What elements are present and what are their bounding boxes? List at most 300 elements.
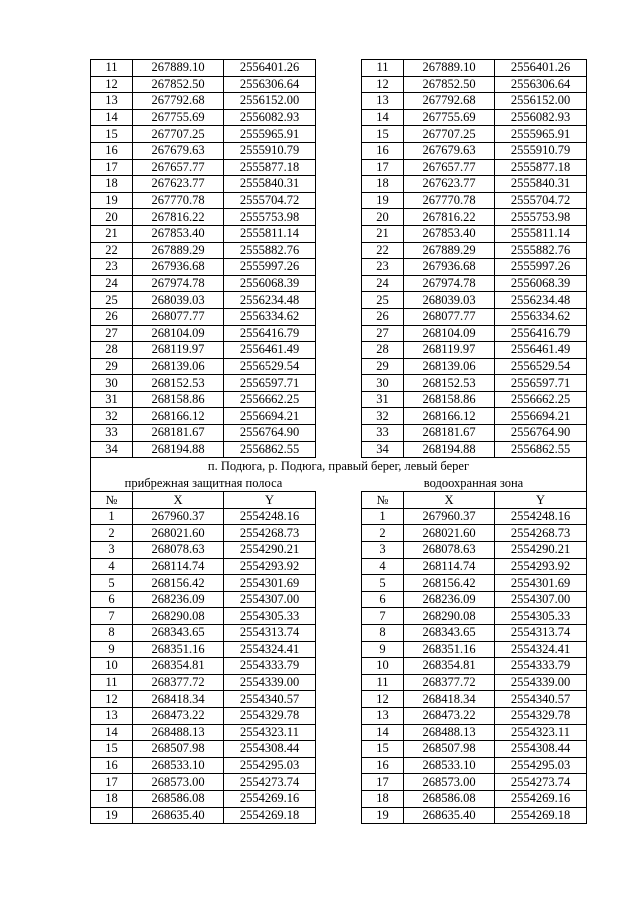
cell-no: 14 xyxy=(362,109,404,126)
cell-x: 268354.81 xyxy=(133,658,224,675)
cell-x: 268343.65 xyxy=(404,625,495,642)
cell-no: 17 xyxy=(362,774,404,791)
cell-y: 2554268.73 xyxy=(495,525,587,542)
table-row xyxy=(91,275,316,292)
cell-x: 267755.69 xyxy=(133,109,224,126)
cell-x: 268021.60 xyxy=(404,525,495,542)
cell-no: 4 xyxy=(91,558,133,575)
cell-y: 2554339.00 xyxy=(224,674,316,691)
cell-x: 268573.00 xyxy=(404,774,495,791)
cell-y: 2554305.33 xyxy=(495,608,587,625)
cell-x: 268139.06 xyxy=(404,358,495,375)
cell-no: 23 xyxy=(91,259,133,276)
cell-y: 2554293.92 xyxy=(495,558,587,575)
cell-x: 268418.34 xyxy=(404,691,495,708)
cell-no: 24 xyxy=(362,275,404,292)
cell-no: 14 xyxy=(362,724,404,741)
cell-x: 267853.40 xyxy=(133,225,224,242)
cell-no: 17 xyxy=(91,774,133,791)
cell-x: 268181.67 xyxy=(404,425,495,442)
cell-y: 2555910.79 xyxy=(224,142,316,159)
cell-y: 2554295.03 xyxy=(224,757,316,774)
table-row xyxy=(362,209,587,226)
table-row xyxy=(362,60,587,77)
cell-no: 28 xyxy=(91,342,133,359)
cell-y: 2556597.71 xyxy=(224,375,316,392)
cell-x: 268181.67 xyxy=(133,425,224,442)
table-row xyxy=(91,292,316,309)
cell-y: 2554273.74 xyxy=(495,774,587,791)
cell-no: 11 xyxy=(362,60,404,77)
cell-no: 15 xyxy=(362,126,404,143)
cell-no: 7 xyxy=(362,608,404,625)
cell-x: 268488.13 xyxy=(133,724,224,741)
cell-no: 2 xyxy=(91,525,133,542)
cell-x: 268039.03 xyxy=(133,292,224,309)
table-row xyxy=(362,192,587,209)
cell-no: 19 xyxy=(91,192,133,209)
table-row xyxy=(362,308,587,325)
cell-no: 8 xyxy=(362,625,404,642)
cell-x: 268156.42 xyxy=(404,575,495,592)
cell-y: 2555877.18 xyxy=(224,159,316,176)
table-row xyxy=(91,790,316,807)
cell-y: 2554269.18 xyxy=(495,807,587,824)
cell-no: 15 xyxy=(91,126,133,143)
cell-x: 268573.00 xyxy=(133,774,224,791)
cell-y: 2555882.76 xyxy=(224,242,316,259)
table-row xyxy=(91,425,316,442)
header-x: X xyxy=(133,492,224,509)
cell-x: 268166.12 xyxy=(133,408,224,425)
table-row xyxy=(91,641,316,658)
table-row xyxy=(91,625,316,642)
cell-no: 18 xyxy=(91,790,133,807)
table-row xyxy=(91,242,316,259)
cell-x: 267889.10 xyxy=(404,60,495,77)
table-row xyxy=(362,142,587,159)
table-row xyxy=(362,176,587,193)
table-row xyxy=(362,325,587,342)
cell-x: 268139.06 xyxy=(133,358,224,375)
cell-y: 2556529.54 xyxy=(224,358,316,375)
cell-y: 2556862.55 xyxy=(495,441,587,458)
cell-no: 33 xyxy=(91,425,133,442)
cell-x: 267623.77 xyxy=(404,176,495,193)
cell-no: 34 xyxy=(91,441,133,458)
cell-y: 2554269.16 xyxy=(224,790,316,807)
cell-no: 3 xyxy=(91,542,133,559)
header-x: X xyxy=(404,492,495,509)
cell-x: 268418.34 xyxy=(133,691,224,708)
cell-x: 268488.13 xyxy=(404,724,495,741)
cell-no: 16 xyxy=(362,757,404,774)
cell-y: 2554323.11 xyxy=(495,724,587,741)
cell-x: 268473.22 xyxy=(404,707,495,724)
cell-x: 267852.50 xyxy=(404,76,495,93)
cell-x: 267657.77 xyxy=(133,159,224,176)
cell-no: 11 xyxy=(91,674,133,691)
cell-y: 2556461.49 xyxy=(495,342,587,359)
cell-x: 268290.08 xyxy=(133,608,224,625)
table-row xyxy=(91,608,316,625)
cell-y: 2554313.74 xyxy=(224,625,316,642)
table-row xyxy=(362,807,587,824)
cell-y: 2554301.69 xyxy=(224,575,316,592)
table-row xyxy=(362,508,587,525)
cell-no: 1 xyxy=(362,508,404,525)
table-row xyxy=(362,525,587,542)
cell-x: 267936.68 xyxy=(404,259,495,276)
table-row xyxy=(91,441,316,458)
table-row xyxy=(362,109,587,126)
table-row xyxy=(91,408,316,425)
cell-x: 268586.08 xyxy=(133,790,224,807)
cell-y: 2554290.21 xyxy=(224,542,316,559)
top-right-table xyxy=(361,59,587,458)
table-row xyxy=(362,425,587,442)
cell-y: 2556461.49 xyxy=(224,342,316,359)
right-subtitle: водоохранная зона xyxy=(423,476,524,491)
table-row xyxy=(362,707,587,724)
table-row xyxy=(91,591,316,608)
cell-y: 2554324.41 xyxy=(495,641,587,658)
table-row xyxy=(362,242,587,259)
cell-no: 32 xyxy=(362,408,404,425)
cell-no: 20 xyxy=(362,209,404,226)
cell-y: 2554329.78 xyxy=(495,707,587,724)
cell-no: 12 xyxy=(91,691,133,708)
cell-x: 267792.68 xyxy=(404,93,495,110)
cell-x: 268343.65 xyxy=(133,625,224,642)
cell-no: 30 xyxy=(362,375,404,392)
cell-no: 14 xyxy=(91,724,133,741)
cell-y: 2554324.41 xyxy=(224,641,316,658)
table-row xyxy=(91,93,316,110)
cell-x: 268152.53 xyxy=(133,375,224,392)
table-row xyxy=(91,691,316,708)
cell-y: 2554323.11 xyxy=(224,724,316,741)
table-row xyxy=(362,259,587,276)
table-row xyxy=(91,142,316,159)
left-subtitle: прибрежная защитная полоса xyxy=(124,476,283,491)
cell-x: 268351.16 xyxy=(133,641,224,658)
cell-x: 267974.78 xyxy=(404,275,495,292)
table-row xyxy=(91,308,316,325)
cell-y: 2556416.79 xyxy=(495,325,587,342)
cell-x: 267679.63 xyxy=(404,142,495,159)
cell-no: 21 xyxy=(91,225,133,242)
table-row xyxy=(362,658,587,675)
cell-x: 267889.29 xyxy=(133,242,224,259)
cell-y: 2556152.00 xyxy=(495,93,587,110)
cell-x: 267889.29 xyxy=(404,242,495,259)
table-row xyxy=(91,575,316,592)
cell-no: 16 xyxy=(91,142,133,159)
cell-y: 2556862.55 xyxy=(224,441,316,458)
cell-no: 20 xyxy=(91,209,133,226)
cell-x: 267623.77 xyxy=(133,176,224,193)
cell-x: 268021.60 xyxy=(133,525,224,542)
cell-no: 22 xyxy=(362,242,404,259)
table-row xyxy=(91,774,316,791)
table-row xyxy=(362,391,587,408)
table-row xyxy=(91,192,316,209)
cell-no: 34 xyxy=(362,441,404,458)
table-row xyxy=(362,641,587,658)
cell-y: 2556694.21 xyxy=(495,408,587,425)
cell-x: 267816.22 xyxy=(404,209,495,226)
cell-no: 11 xyxy=(91,60,133,77)
cell-x: 268166.12 xyxy=(404,408,495,425)
table-row xyxy=(362,741,587,758)
cell-no: 13 xyxy=(362,707,404,724)
cell-y: 2554295.03 xyxy=(495,757,587,774)
cell-x: 267770.78 xyxy=(404,192,495,209)
cell-no: 29 xyxy=(362,358,404,375)
cell-y: 2555965.91 xyxy=(224,126,316,143)
cell-no: 18 xyxy=(362,790,404,807)
cell-no: 31 xyxy=(91,391,133,408)
cell-y: 2556401.26 xyxy=(224,60,316,77)
cell-x: 268290.08 xyxy=(404,608,495,625)
cell-x: 267770.78 xyxy=(133,192,224,209)
cell-y: 2556334.62 xyxy=(224,308,316,325)
cell-y: 2554307.00 xyxy=(495,591,587,608)
bottom-left-table xyxy=(90,491,316,824)
cell-no: 2 xyxy=(362,525,404,542)
cell-y: 2555811.14 xyxy=(495,225,587,242)
table-row xyxy=(91,325,316,342)
cell-x: 267936.68 xyxy=(133,259,224,276)
cell-no: 9 xyxy=(362,641,404,658)
cell-x: 268507.98 xyxy=(404,741,495,758)
cell-x: 268158.86 xyxy=(404,391,495,408)
table-row xyxy=(362,93,587,110)
section-subtitles xyxy=(90,475,587,491)
table-row xyxy=(362,441,587,458)
table-row xyxy=(91,225,316,242)
cell-no: 21 xyxy=(362,225,404,242)
cell-no: 23 xyxy=(362,259,404,276)
table-row xyxy=(362,674,587,691)
cell-x: 267852.50 xyxy=(133,76,224,93)
table-row xyxy=(362,126,587,143)
header-y: Y xyxy=(495,492,587,509)
cell-y: 2556401.26 xyxy=(495,60,587,77)
table-row xyxy=(91,391,316,408)
cell-x: 267679.63 xyxy=(133,142,224,159)
cell-no: 9 xyxy=(91,641,133,658)
cell-x: 267974.78 xyxy=(133,275,224,292)
cell-x: 268533.10 xyxy=(404,757,495,774)
cell-y: 2556597.71 xyxy=(495,375,587,392)
cell-no: 16 xyxy=(91,757,133,774)
cell-no: 25 xyxy=(362,292,404,309)
cell-x: 268078.63 xyxy=(133,542,224,559)
cell-x: 268377.72 xyxy=(404,674,495,691)
table-row xyxy=(91,76,316,93)
cell-y: 2554308.44 xyxy=(224,741,316,758)
cell-y: 2555910.79 xyxy=(495,142,587,159)
table-row xyxy=(362,608,587,625)
cell-x: 268119.97 xyxy=(404,342,495,359)
cell-no: 30 xyxy=(91,375,133,392)
cell-y: 2556416.79 xyxy=(224,325,316,342)
header-no: № xyxy=(91,492,133,509)
cell-x: 268077.77 xyxy=(133,308,224,325)
table-row xyxy=(362,342,587,359)
table-row xyxy=(91,375,316,392)
bottom-tables xyxy=(90,491,587,824)
cell-y: 2554308.44 xyxy=(495,741,587,758)
top-left-table xyxy=(90,59,316,458)
cell-x: 267853.40 xyxy=(404,225,495,242)
table-row xyxy=(91,159,316,176)
cell-no: 22 xyxy=(91,242,133,259)
table-row xyxy=(362,292,587,309)
table-row xyxy=(91,741,316,758)
table-row xyxy=(91,807,316,824)
cell-x: 268194.88 xyxy=(133,441,224,458)
header-no: № xyxy=(362,492,404,509)
cell-y: 2554290.21 xyxy=(495,542,587,559)
table-row xyxy=(362,275,587,292)
cell-no: 19 xyxy=(91,807,133,824)
cell-x: 268152.53 xyxy=(404,375,495,392)
table-row xyxy=(91,724,316,741)
bottom-right-table xyxy=(361,491,587,824)
cell-x: 268077.77 xyxy=(404,308,495,325)
cell-x: 268114.74 xyxy=(133,558,224,575)
cell-no: 11 xyxy=(362,674,404,691)
cell-no: 5 xyxy=(362,575,404,592)
table-row xyxy=(362,591,587,608)
cell-no: 8 xyxy=(91,625,133,642)
cell-no: 29 xyxy=(91,358,133,375)
table-row xyxy=(91,542,316,559)
top-tables xyxy=(90,59,587,458)
cell-y: 2555840.31 xyxy=(495,176,587,193)
cell-y: 2554333.79 xyxy=(495,658,587,675)
cell-no: 3 xyxy=(362,542,404,559)
cell-no: 17 xyxy=(362,159,404,176)
cell-y: 2555965.91 xyxy=(495,126,587,143)
cell-x: 268078.63 xyxy=(404,542,495,559)
table-row xyxy=(91,707,316,724)
cell-no: 12 xyxy=(362,691,404,708)
table-row xyxy=(91,109,316,126)
cell-no: 24 xyxy=(91,275,133,292)
table-row xyxy=(362,774,587,791)
cell-y: 2554339.00 xyxy=(495,674,587,691)
header-row xyxy=(362,492,587,509)
cell-no: 14 xyxy=(91,109,133,126)
cell-y: 2555753.98 xyxy=(224,209,316,226)
cell-x: 268635.40 xyxy=(133,807,224,824)
cell-no: 5 xyxy=(91,575,133,592)
cell-y: 2556529.54 xyxy=(495,358,587,375)
cell-x: 268039.03 xyxy=(404,292,495,309)
cell-y: 2554307.00 xyxy=(224,591,316,608)
cell-no: 26 xyxy=(362,308,404,325)
cell-y: 2555877.18 xyxy=(495,159,587,176)
cell-y: 2554269.18 xyxy=(224,807,316,824)
cell-no: 19 xyxy=(362,192,404,209)
cell-y: 2556662.25 xyxy=(224,391,316,408)
cell-x: 267792.68 xyxy=(133,93,224,110)
cell-y: 2556306.64 xyxy=(495,76,587,93)
cell-y: 2556764.90 xyxy=(224,425,316,442)
cell-no: 18 xyxy=(91,176,133,193)
cell-no: 6 xyxy=(91,591,133,608)
document-page xyxy=(90,59,587,824)
cell-x: 268533.10 xyxy=(133,757,224,774)
table-row xyxy=(362,724,587,741)
table-row xyxy=(362,358,587,375)
table-row xyxy=(91,176,316,193)
cell-y: 2554269.16 xyxy=(495,790,587,807)
cell-x: 268635.40 xyxy=(404,807,495,824)
cell-x: 268236.09 xyxy=(133,591,224,608)
cell-no: 33 xyxy=(362,425,404,442)
cell-x: 268156.42 xyxy=(133,575,224,592)
cell-no: 26 xyxy=(91,308,133,325)
cell-x: 268114.74 xyxy=(404,558,495,575)
table-row xyxy=(362,558,587,575)
cell-y: 2555997.26 xyxy=(224,259,316,276)
cell-no: 7 xyxy=(91,608,133,625)
cell-no: 17 xyxy=(91,159,133,176)
cell-y: 2554268.73 xyxy=(224,525,316,542)
table-row xyxy=(362,408,587,425)
cell-y: 2555704.72 xyxy=(495,192,587,209)
cell-y: 2556082.93 xyxy=(495,109,587,126)
cell-y: 2554248.16 xyxy=(224,508,316,525)
table-row xyxy=(362,790,587,807)
cell-x: 268104.09 xyxy=(404,325,495,342)
cell-x: 268377.72 xyxy=(133,674,224,691)
cell-no: 12 xyxy=(91,76,133,93)
table-row xyxy=(362,76,587,93)
cell-y: 2554340.57 xyxy=(224,691,316,708)
cell-no: 1 xyxy=(91,508,133,525)
cell-no: 15 xyxy=(362,741,404,758)
table-row xyxy=(362,225,587,242)
cell-x: 267960.37 xyxy=(133,508,224,525)
cell-y: 2554273.74 xyxy=(224,774,316,791)
cell-x: 267960.37 xyxy=(404,508,495,525)
cell-x: 267707.25 xyxy=(133,126,224,143)
cell-no: 25 xyxy=(91,292,133,309)
cell-x: 267889.10 xyxy=(133,60,224,77)
cell-y: 2556152.00 xyxy=(224,93,316,110)
cell-y: 2555882.76 xyxy=(495,242,587,259)
cell-x: 268507.98 xyxy=(133,741,224,758)
table-row xyxy=(362,575,587,592)
table-row xyxy=(91,558,316,575)
cell-no: 13 xyxy=(91,93,133,110)
cell-y: 2556082.93 xyxy=(224,109,316,126)
table-row xyxy=(91,658,316,675)
table-row xyxy=(91,342,316,359)
cell-y: 2555997.26 xyxy=(495,259,587,276)
cell-y: 2556068.39 xyxy=(495,275,587,292)
cell-x: 268104.09 xyxy=(133,325,224,342)
table-row xyxy=(91,358,316,375)
table-row xyxy=(362,375,587,392)
cell-x: 268158.86 xyxy=(133,391,224,408)
